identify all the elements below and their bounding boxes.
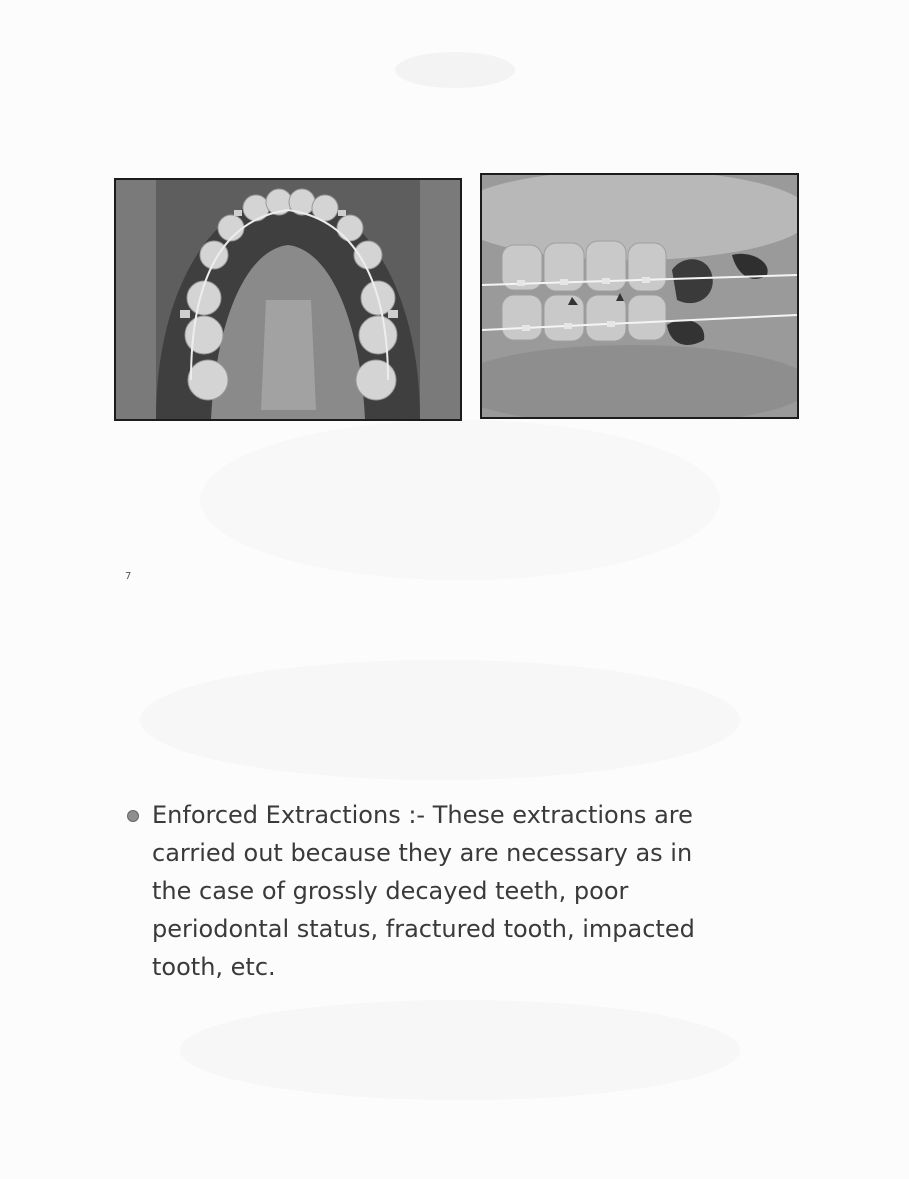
upper-arch-occlusal-photo (114, 178, 462, 421)
page-number: 7 (125, 571, 132, 582)
bullet-text: Enforced Extractions :- These extractions are carried out because they are necessary as in the case of grossly decayed teeth, poor periodontal status, fractured tooth, impacted tooth, etc. (152, 801, 695, 981)
buccal-view-fixed-appliance-photo (480, 173, 799, 419)
bullet-dot-icon (127, 810, 139, 822)
enforced-extractions-bullet (127, 796, 787, 986)
